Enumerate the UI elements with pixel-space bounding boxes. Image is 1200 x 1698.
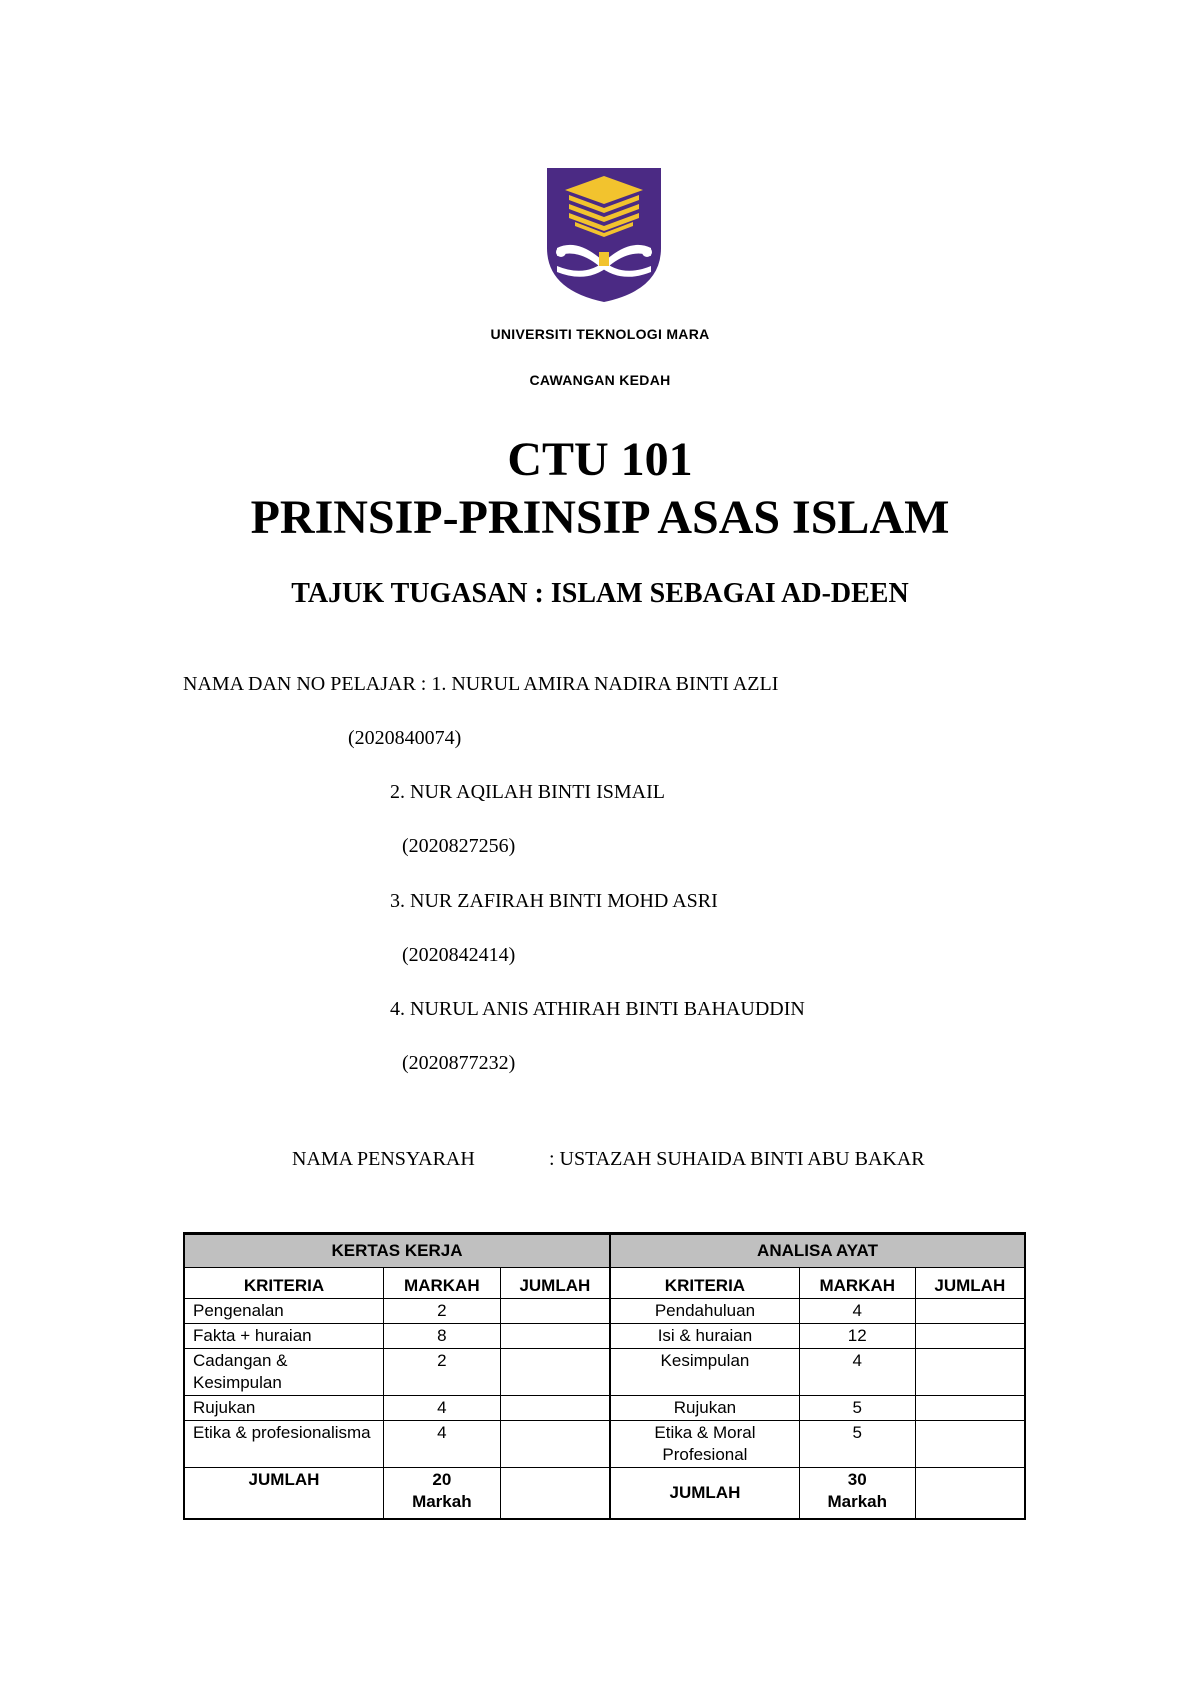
criteria-cell: Pendahuluan [610, 1299, 799, 1324]
total-number: 30 [847, 1470, 867, 1489]
total-cell [915, 1468, 1025, 1520]
student-name: 2. NUR AQILAH BINTI ISMAIL [390, 781, 665, 803]
university-name: UNIVERSITI TEKNOLOGI MARA [490, 326, 710, 342]
total-cell [915, 1396, 1025, 1421]
student-id: (2020827256) [402, 835, 516, 857]
criteria-cell: Kesimpulan [610, 1349, 799, 1396]
total-label: JUMLAH [184, 1468, 383, 1520]
lecturer-name: : USTAZAH SUHAIDA BINTI ABU BAKAR [549, 1148, 925, 1170]
total-unit: Markah [827, 1492, 888, 1511]
mark-cell: 5 [799, 1421, 915, 1468]
total-cell [500, 1299, 610, 1324]
campus-name: CAWANGAN KEDAH [529, 372, 671, 388]
table-row [184, 1421, 1025, 1468]
mark-cell: 8 [383, 1324, 500, 1349]
student-id: (2020840074) [348, 727, 462, 749]
assignment-title: TAJUK TUGASAN : ISLAM SEBAGAI AD-DEEN [291, 578, 909, 609]
column-header: JUMLAH [500, 1268, 610, 1299]
column-header: MARKAH [383, 1268, 500, 1299]
total-label: JUMLAH [610, 1468, 799, 1520]
total-row [184, 1468, 1025, 1520]
table-row [184, 1349, 1025, 1396]
criteria-cell: Etika & Moral Profesional [610, 1421, 799, 1468]
total-cell [915, 1299, 1025, 1324]
total-number: 20 [432, 1470, 452, 1489]
analisa-ayat-title: ANALISA AYAT [610, 1234, 1025, 1268]
mark-cell: 4 [799, 1299, 915, 1324]
total-unit: Markah [412, 1492, 472, 1511]
mark-cell: 4 [383, 1421, 500, 1468]
total-cell [500, 1468, 610, 1520]
column-header: MARKAH [799, 1268, 915, 1299]
criteria-cell: Rujukan [184, 1396, 383, 1421]
criteria-cell: Rujukan [610, 1396, 799, 1421]
student-id: (2020877232) [402, 1052, 516, 1074]
criteria-cell: Pengenalan [184, 1299, 383, 1324]
total-cell [915, 1324, 1025, 1349]
table-row [184, 1396, 1025, 1421]
column-header: KRITERIA [610, 1268, 799, 1299]
student-name: 3. NUR ZAFIRAH BINTI MOHD ASRI [390, 890, 718, 912]
left-total-marks [383, 1468, 500, 1520]
mark-cell: 4 [799, 1349, 915, 1396]
mark-cell: 5 [799, 1396, 915, 1421]
total-cell [500, 1421, 610, 1468]
mark-cell: 12 [799, 1324, 915, 1349]
mark-cell: 2 [383, 1349, 500, 1396]
criteria-cell: Cadangan & Kesimpulan [184, 1349, 383, 1396]
students-label: NAMA DAN NO PELAJAR : [183, 673, 427, 695]
criteria-cell: Fakta + huraian [184, 1324, 383, 1349]
total-cell [500, 1349, 610, 1396]
table-row [184, 1299, 1025, 1324]
marks-table [183, 1232, 1026, 1520]
students-row-1 [183, 672, 778, 696]
course-code: CTU 101 [507, 433, 693, 486]
column-header: JUMLAH [915, 1268, 1025, 1299]
column-header: KRITERIA [184, 1268, 383, 1299]
uitm-logo [547, 168, 661, 302]
course-name: PRINSIP-PRINSIP ASAS ISLAM [250, 491, 950, 544]
lecturer-label: NAMA PENSYARAH [292, 1148, 475, 1170]
criteria-cell: Isi & huraian [610, 1324, 799, 1349]
student-name: 1. NURUL AMIRA NADIRA BINTI AZLI [431, 673, 779, 695]
total-cell [500, 1324, 610, 1349]
total-cell [915, 1349, 1025, 1396]
right-total-marks [799, 1468, 915, 1520]
criteria-cell: Etika & profesionalisma [184, 1421, 383, 1468]
student-name: 4. NURUL ANIS ATHIRAH BINTI BAHAUDDIN [390, 998, 805, 1020]
kertas-kerja-title: KERTAS KERJA [184, 1234, 610, 1268]
student-id: (2020842414) [402, 944, 516, 966]
mark-cell: 4 [383, 1396, 500, 1421]
total-cell [915, 1421, 1025, 1468]
table-row [184, 1324, 1025, 1349]
mark-cell: 2 [383, 1299, 500, 1324]
total-cell [500, 1396, 610, 1421]
